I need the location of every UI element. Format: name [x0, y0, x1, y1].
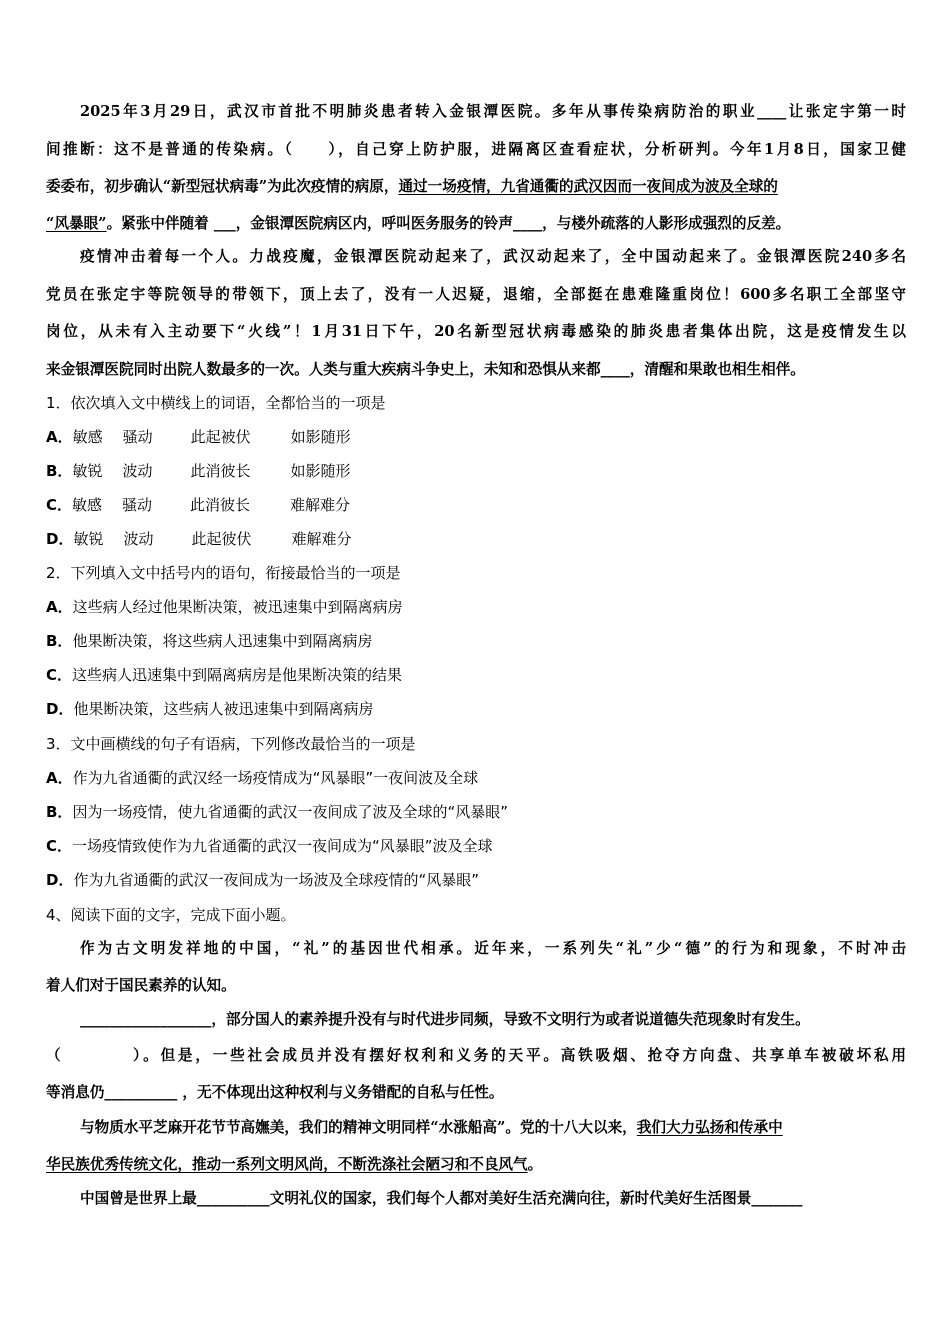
q4-stem: 4、阅读下面的文字，完成下面小题。: [46, 906, 296, 924]
option-label: A．: [46, 598, 73, 616]
q2-option-c: [46, 665, 906, 685]
passage1-line-4-text: 。紧张中伴随着 ___，金银潭医院病区内，呼叫医务服务的铃声____，与楼外疏落的人影形成强烈的反差。: [106, 215, 791, 232]
option-text: 因为一场疫情，使九省通衢的武汉一夜间成了波及全球的“风暴眼”: [72, 803, 508, 821]
option-label: C．: [46, 837, 73, 855]
option-label: A．: [46, 769, 73, 787]
passage1-line-8: 来金银潭医院同时出院人数最多的一次。人类与重大疾病斗争史上，未知和恐惧从来都____，清醒和果敢也相生相伴。: [46, 361, 805, 378]
passage1-line-1: 2025年3月29日，武汉市首批不明肺炎患者转入金银潭医院。多年从事传染病防治的职业____让张定宇第一时: [80, 103, 906, 120]
underlined-sentence-part-1: 通过一场疫情，九省通衢的武汉因而一夜间成为波及全球的: [398, 178, 778, 195]
passage1-line-6: 党员在张定宇等院领导的带领下，顶上去了，没有一人迟疑，退缩，全部挺在患难隆重岗位！600多名职工全部坚守: [46, 286, 906, 303]
q4-passage-line-5: 等消息仍__________ ，无不体现出这种权利与义务错配的自私与任性。: [46, 1084, 504, 1101]
q2-stem: 2．下列填入文中括号内的语句，衔接最恰当的一项是: [46, 564, 401, 582]
word-2: 骚动: [122, 496, 153, 514]
q4-passage-line-7: [46, 1155, 906, 1175]
q3-stem: 3．文中画横线的句子有语病，下列修改最恰当的一项是: [46, 735, 416, 753]
option-label: D．: [46, 871, 74, 889]
option-label: D．: [46, 530, 74, 548]
word-3: 此起彼伏: [191, 530, 252, 548]
word-2: 骚动: [122, 428, 153, 446]
word-2: 波动: [123, 530, 154, 548]
word-3: 此消彼长: [190, 496, 251, 514]
option-label: A．: [46, 428, 73, 446]
word-4: 如影随形: [290, 428, 351, 446]
option-text: 这些病人迅速集中到隔离病房是他果断决策的结果: [72, 666, 403, 684]
q1-option-b: [46, 461, 906, 481]
q3-option-b: [46, 802, 906, 822]
q2-option-d: [46, 699, 906, 719]
q1-option-a: [46, 427, 906, 447]
q3-option-d: [46, 870, 906, 890]
q4-passage-line-2: 着人们对于国民素养的认知。: [46, 977, 236, 994]
word-3: 此起被伏: [190, 428, 251, 446]
word-1: 敏锐: [73, 530, 104, 548]
underlined-sentence-part-1: 我们大力弘扬和传承中: [636, 1119, 783, 1136]
option-text: 这些病人经过他果断决策，被迅速集中到隔离病房: [72, 598, 403, 616]
word-3: 此消彼长: [190, 462, 251, 480]
q2-option-a: [46, 597, 906, 617]
underlined-sentence-part-2: 华民族优秀传统文化，推动一系列文明风尚，不断洗涤社会陋习和不良风气: [46, 1156, 528, 1173]
option-label: B．: [46, 462, 73, 480]
passage1-line-7: 岗位，从未有入主动要下“火线”！1月31日下午，20名新型冠状病毒感染的肺炎患者集体出院，这是疫情发生以: [46, 323, 906, 340]
option-text: 他果断决策，将这些病人迅速集中到隔离病房: [72, 632, 373, 650]
q3-option-c: [46, 836, 906, 856]
q4-passage-line-8: 中国曾是世界上最__________文明礼仪的国家，我们每个人都对美好生活充满向往，新时代美好生活图景_______: [80, 1190, 803, 1207]
sentence-period: 。: [527, 1156, 543, 1173]
option-text: 作为九省通衢的武汉经一场疫情成为“风暴眼”一夜间波及全球: [72, 769, 479, 787]
word-1: 敏感: [72, 428, 103, 446]
option-label: B．: [46, 632, 73, 650]
word-2: 波动: [122, 462, 153, 480]
passage1-line-2: 间推断：这不是普通的传染病。（ ），自己穿上防护服，进隔离区查看症状，分析研判。今年1月8日，国家卫健: [46, 141, 906, 158]
q3-option-a: [46, 768, 906, 788]
word-1: 敏锐: [72, 462, 103, 480]
option-text: 他果断决策，这些病人被迅速集中到隔离病房: [73, 700, 374, 718]
passage1-line-5: 疫情冲击着每一个人。力战疫魔，金银潭医院动起来了，武汉动起来了，全中国动起来了。金银潭医院240多名: [80, 248, 906, 265]
passage1-line-3-text: 委委布，初步确认“新型冠状病毒”为此次疫情的病原，: [46, 178, 399, 195]
q2-option-b: [46, 631, 906, 651]
underlined-sentence-part-2: “风暴眼”: [46, 215, 107, 232]
option-label: C．: [46, 666, 73, 684]
q4-passage-line-3: __________________，部分国人的素养提升没有与时代进步同频，导致不文明行为或者说道德失范现象时有发生。: [80, 1011, 810, 1028]
q4-passage-line-6: [80, 1118, 906, 1138]
q1-option-c: [46, 495, 906, 515]
q4-passage-line-6-text: 与物质水平芝麻开花节节高嫵美，我们的精神文明同样“水涨船高”。党的十八大以来，: [80, 1119, 637, 1136]
option-text: 作为九省通衢的武汉一夜间成为一场波及全球疫情的“风暴眼”: [73, 871, 479, 889]
option-label: B．: [46, 803, 73, 821]
word-4: 如影随形: [290, 462, 351, 480]
option-label: C．: [46, 496, 73, 514]
q1-stem: 1．依次填入文中横线上的词语，全都恰当的一项是: [46, 394, 386, 412]
word-4: 难解难分: [290, 496, 351, 514]
option-label: D．: [46, 700, 74, 718]
word-4: 难解难分: [291, 530, 352, 548]
passage1-line-3: [46, 177, 906, 197]
q4-passage-line-1: 作为古文明发祥地的中国，“礼”的基因世代相承。近年来，一系列失“礼”少“德”的行为和现象，不时冲击: [80, 940, 906, 957]
q1-option-d: [46, 529, 906, 549]
word-1: 敏感: [72, 496, 103, 514]
passage1-line-4: [46, 214, 906, 234]
q4-passage-line-4: （ ）。但是，一些社会成员并没有摆好权利和义务的天平。高铁吸烟、抢夺方向盘、共享单车被破坏私用: [46, 1047, 906, 1064]
option-text: 一场疫情致使作为九省通衢的武汉一夜间成为“风暴眼”波及全球: [72, 837, 493, 855]
